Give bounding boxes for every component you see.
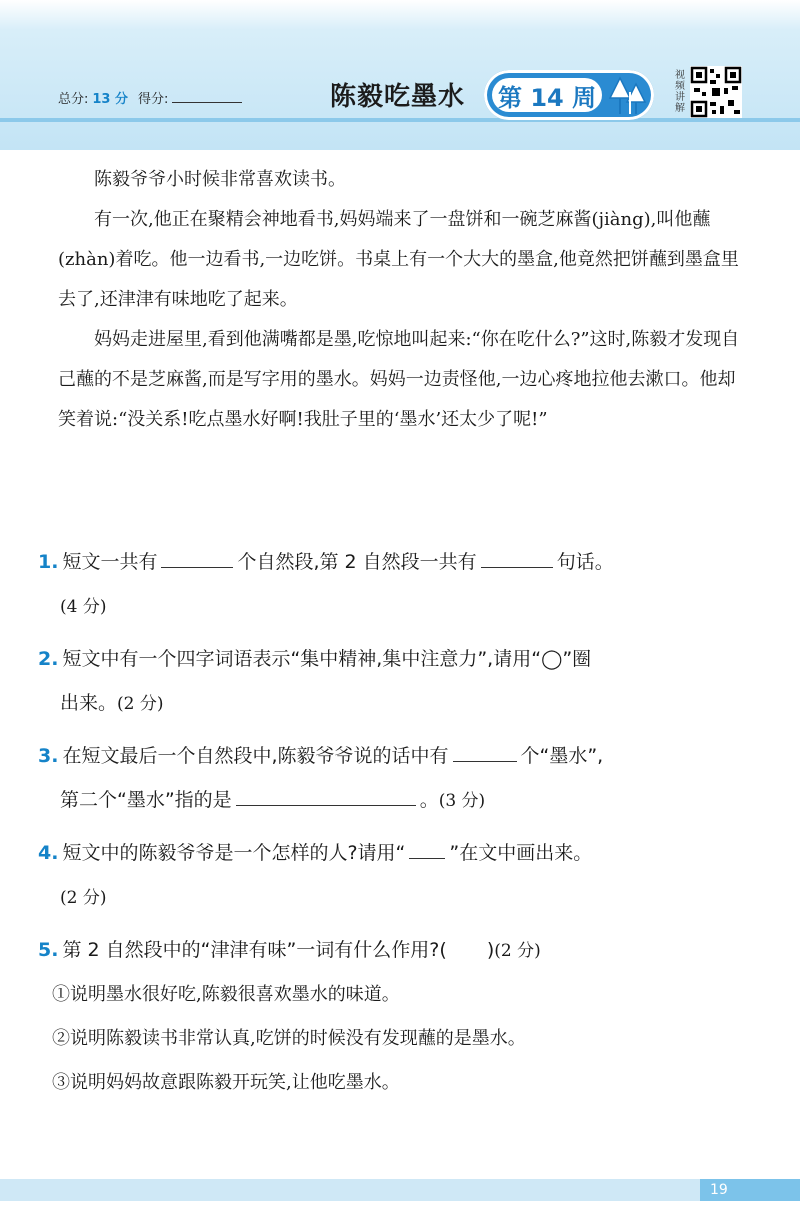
question-2 xyxy=(38,637,758,726)
qr-caption: 视频讲解 xyxy=(675,70,685,114)
page-number: 19 xyxy=(700,1179,800,1201)
passage xyxy=(58,160,748,440)
total-label: 总分: xyxy=(58,92,89,107)
underline-symbol xyxy=(409,838,445,859)
question-text: 第 2 自然段中的“津津有味”一词有什么作用?( xyxy=(62,939,447,961)
question-1 xyxy=(38,540,758,629)
question-text: 。 xyxy=(419,789,439,811)
option-3: ③说明妈妈故意跟陈毅开玩笑,让他吃墨水。 xyxy=(52,1072,400,1093)
qr-code-icon[interactable] xyxy=(690,66,742,118)
points: (4 分) xyxy=(60,597,107,617)
answer-blank[interactable] xyxy=(481,547,553,568)
passage-paragraph: 陈毅爷爷小时候非常喜欢读书。 xyxy=(94,169,346,190)
total-value: 13 分 xyxy=(92,92,129,107)
question-number: 1. xyxy=(38,551,59,573)
question-text: 在短文最后一个自然段中,陈毅爷爷说的话中有 xyxy=(62,745,449,767)
question-3 xyxy=(38,734,758,823)
question-text: 个自然段,第 2 自然段一共有 xyxy=(237,551,477,573)
answer-blank[interactable] xyxy=(236,785,416,806)
score-blank[interactable] xyxy=(172,90,242,103)
question-text: 个“墨水”, xyxy=(520,745,604,767)
points: (2 分) xyxy=(494,941,541,961)
questions xyxy=(38,540,758,1113)
question-text: ) xyxy=(486,939,495,961)
question-text: 短文中的陈毅爷爷是一个怎样的人?请用“ xyxy=(62,842,406,864)
passage-paragraph: 有一次,他正在聚精会神地看书,妈妈端来了一盘饼和一碗芝麻酱(jiàng),叫他蘸(zhàn)着吃。他一边看书,一边吃饼。书桌上有一个大大的墨盒,他竟然把饼蘸到墨盒里去了,还津津有味地吃了起来。 xyxy=(58,209,739,310)
answer-blank[interactable] xyxy=(453,741,517,762)
question-text: 第二个“墨水”指的是 xyxy=(60,789,232,811)
question-text: 短文一共有 xyxy=(62,551,158,573)
question-text: ”在文中画出来。 xyxy=(449,842,593,864)
question-text: 句话。 xyxy=(556,551,614,573)
question-text: 短文中有一个四字词语表示“集中精神,集中注意力”,请用“◯”圈 xyxy=(62,648,592,670)
score-label: 得分: xyxy=(138,92,169,107)
question-number: 2. xyxy=(38,648,59,670)
page-title: 陈毅吃墨水 xyxy=(330,82,466,112)
points: (2 分) xyxy=(117,694,164,714)
question-number: 3. xyxy=(38,745,59,767)
question-text: 出来。 xyxy=(60,692,118,714)
question-number: 4. xyxy=(38,842,59,864)
question-5 xyxy=(38,928,758,1105)
option-2: ②说明陈毅读书非常认真,吃饼的时候没有发现蘸的是墨水。 xyxy=(52,1028,526,1049)
points: (3 分) xyxy=(438,791,486,811)
week-label: 第 14 周 xyxy=(498,84,597,112)
option-1: ①说明墨水很好吃,陈毅很喜欢墨水的味道。 xyxy=(52,984,400,1005)
score-box xyxy=(58,88,242,107)
question-number: 5. xyxy=(38,939,59,961)
tree-icon xyxy=(608,74,648,118)
passage-paragraph: 妈妈走进屋里,看到他满嘴都是墨,吃惊地叫起来:“你在吃什么?”这时,陈毅才发现自己蘸的不是芝麻酱,而是写字用的墨水。妈妈一边责怪他,一边心疼地拉他去漱口。他却笑着说:“没关系!吃点墨水好啊!我肚子里的‘墨水’还太少了呢!” xyxy=(58,329,740,430)
answer-blank[interactable] xyxy=(161,547,233,568)
footer-bar xyxy=(0,1179,800,1201)
points: (2 分) xyxy=(60,888,107,908)
question-4 xyxy=(38,831,758,920)
header-strip xyxy=(0,118,800,122)
